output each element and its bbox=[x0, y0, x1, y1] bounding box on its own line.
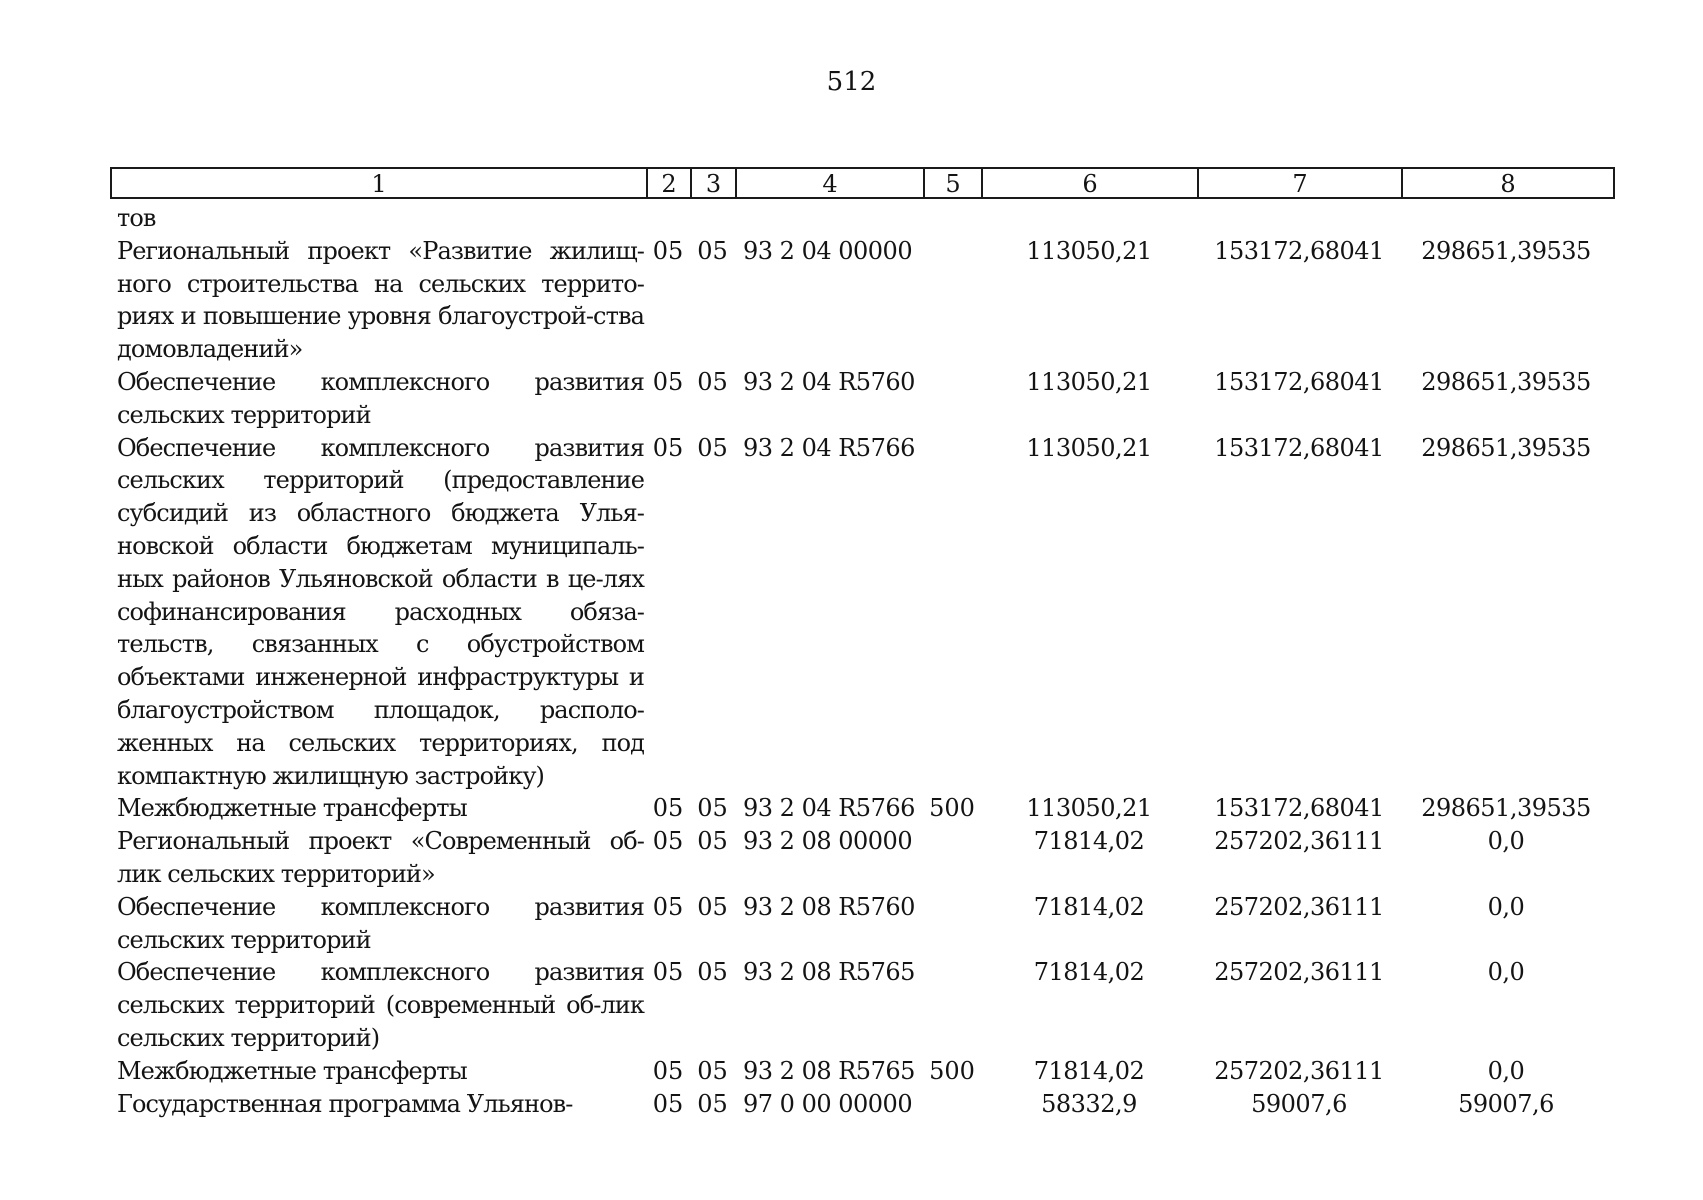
row-amount-col7: 153172,68041 bbox=[1214, 236, 1384, 265]
row-subsection-code: 05 bbox=[697, 236, 728, 265]
row-description: Региональный проект «Развитие жилищ-ного строительства на сельских террито-риях и повышение уровня благоустрой-ства домовладений» bbox=[117, 236, 644, 364]
table-body bbox=[110, 202, 1615, 1120]
row-expense-type-code bbox=[923, 825, 981, 891]
row-target-article-code: 93 2 08 R5765 bbox=[743, 1056, 915, 1085]
row-expense-type-code: 500 bbox=[929, 1056, 975, 1085]
row-target-article-code: 93 2 08 R5760 bbox=[743, 892, 915, 921]
row-target-article-code: 97 0 00 00000 bbox=[743, 1089, 913, 1118]
row-subsection-code: 05 bbox=[697, 367, 728, 396]
row-amount-col7: 257202,36111 bbox=[1214, 958, 1384, 987]
row-amount-col7: 153172,68041 bbox=[1214, 794, 1384, 823]
row-target-article-code: 93 2 04 R5766 bbox=[743, 794, 915, 823]
row-amount-col8: 0,0 bbox=[1487, 1056, 1525, 1085]
table-row bbox=[110, 1055, 1615, 1088]
row-description: Межбюджетные трансферты bbox=[117, 1056, 467, 1085]
row-subsection-code bbox=[690, 202, 735, 235]
row-amount-col6: 113050,21 bbox=[1026, 794, 1152, 823]
row-description: Государственная программа Ульянов- bbox=[117, 1089, 573, 1118]
row-section-code: 05 bbox=[652, 367, 684, 396]
row-amount-col8 bbox=[1401, 202, 1611, 235]
row-section-code: 05 bbox=[652, 1056, 684, 1085]
column-header-4: 4 bbox=[737, 169, 925, 197]
table-row bbox=[110, 1088, 1615, 1121]
row-description: Обеспечение комплексного развития сельских территорий bbox=[117, 892, 644, 954]
row-description: тов bbox=[117, 204, 156, 232]
row-target-article-code: 93 2 08 R5765 bbox=[743, 958, 915, 987]
row-amount-col7: 59007,6 bbox=[1251, 1089, 1347, 1118]
column-header-7: 7 bbox=[1199, 169, 1403, 197]
table-row bbox=[110, 366, 1615, 432]
row-amount-col8: 0,0 bbox=[1487, 827, 1525, 856]
row-amount-col7 bbox=[1197, 202, 1401, 235]
table-row bbox=[110, 235, 1615, 366]
row-amount-col6: 71814,02 bbox=[1033, 1056, 1145, 1085]
row-amount-col8: 298651,39535 bbox=[1421, 367, 1591, 396]
row-description: Межбюджетные трансферты bbox=[117, 794, 467, 823]
page-number: 512 bbox=[826, 67, 877, 97]
row-amount-col8: 298651,39535 bbox=[1421, 794, 1591, 823]
row-subsection-code: 05 bbox=[697, 433, 728, 462]
table-row bbox=[110, 825, 1615, 891]
row-amount-col6: 71814,02 bbox=[1033, 958, 1145, 987]
row-target-article-code: 93 2 04 00000 bbox=[743, 236, 913, 265]
row-amount-col7: 257202,36111 bbox=[1214, 827, 1384, 856]
row-amount-col8: 0,0 bbox=[1487, 892, 1525, 921]
table-row bbox=[110, 956, 1615, 1054]
row-section-code: 05 bbox=[652, 827, 684, 856]
row-amount-col7: 257202,36111 bbox=[1214, 1056, 1384, 1085]
column-header-8: 8 bbox=[1500, 170, 1516, 198]
row-amount-col7: 153172,68041 bbox=[1214, 367, 1384, 396]
row-expense-type-code bbox=[923, 956, 981, 1054]
row-amount-col6: 113050,21 bbox=[1026, 367, 1152, 396]
row-section-code: 05 bbox=[652, 236, 684, 265]
column-header-3: 3 bbox=[692, 169, 737, 197]
row-amount-col6: 71814,02 bbox=[1033, 827, 1145, 856]
row-amount-col6: 113050,21 bbox=[1026, 236, 1152, 265]
row-target-article-code: 93 2 08 00000 bbox=[743, 827, 913, 856]
row-subsection-code: 05 bbox=[697, 958, 728, 987]
budget-table bbox=[110, 167, 1615, 1120]
table-row bbox=[110, 202, 1615, 235]
row-amount-col8: 298651,39535 bbox=[1421, 236, 1591, 265]
table-header-row bbox=[110, 167, 1615, 199]
row-amount-col6: 71814,02 bbox=[1033, 892, 1145, 921]
row-description: Региональный проект «Современный об-лик сельских территорий» bbox=[117, 827, 644, 888]
row-section-code bbox=[646, 202, 690, 235]
row-subsection-code: 05 bbox=[697, 892, 728, 921]
row-subsection-code: 05 bbox=[697, 1056, 728, 1085]
column-header-2: 2 bbox=[648, 169, 692, 197]
column-header-1: 1 bbox=[112, 169, 648, 197]
column-header-5: 5 bbox=[925, 169, 983, 197]
row-amount-col8: 0,0 bbox=[1487, 958, 1525, 987]
row-amount-col6 bbox=[981, 202, 1197, 235]
row-amount-col8: 59007,6 bbox=[1458, 1089, 1554, 1118]
row-target-article-code: 93 2 04 R5766 bbox=[743, 433, 915, 462]
row-subsection-code: 05 bbox=[697, 827, 728, 856]
table-row bbox=[110, 432, 1615, 793]
row-expense-type-code bbox=[923, 366, 981, 432]
row-expense-type-code: 500 bbox=[929, 794, 975, 823]
row-section-code: 05 bbox=[652, 892, 684, 921]
row-amount-col8: 298651,39535 bbox=[1421, 433, 1591, 462]
row-subsection-code: 05 bbox=[697, 794, 728, 823]
row-section-code: 05 bbox=[652, 958, 684, 987]
row-amount-col7: 257202,36111 bbox=[1214, 892, 1384, 921]
row-description: Обеспечение комплексного развития сельских территорий bbox=[117, 367, 644, 429]
table-row bbox=[110, 792, 1615, 825]
table-row bbox=[110, 891, 1615, 957]
row-subsection-code: 05 bbox=[697, 1089, 728, 1118]
row-expense-type-code bbox=[923, 432, 981, 793]
row-expense-type-code bbox=[923, 235, 981, 366]
row-target-article-code: 93 2 04 R5760 bbox=[743, 367, 915, 396]
row-section-code: 05 bbox=[652, 1089, 684, 1118]
row-amount-col6: 113050,21 bbox=[1026, 433, 1152, 462]
row-expense-type-code bbox=[923, 891, 981, 957]
column-header-6: 6 bbox=[983, 169, 1199, 197]
row-section-code: 05 bbox=[652, 794, 684, 823]
row-expense-type-code bbox=[923, 1088, 981, 1121]
row-amount-col6: 58332,9 bbox=[1041, 1089, 1137, 1118]
row-description: Обеспечение комплексного развития сельских территорий (современный об-лик сельских территорий) bbox=[117, 958, 644, 1052]
row-target-article-code bbox=[735, 202, 923, 235]
row-description: Обеспечение комплексного развития сельских территорий (предоставление субсидий из областного бюджета Улья-новской области бюджетам муниципаль-ных районов Ульяновской области в це-лях софинансирования расходных обяза-тельств, связанных с обустройством объектами инженерной инфраструктуры и благоустройством площадок, располо-женных на сельских территориях, под компактную жилищную застройку) bbox=[117, 433, 644, 790]
row-expense-type-code bbox=[923, 202, 981, 235]
row-section-code: 05 bbox=[652, 433, 684, 462]
row-amount-col7: 153172,68041 bbox=[1214, 433, 1384, 462]
